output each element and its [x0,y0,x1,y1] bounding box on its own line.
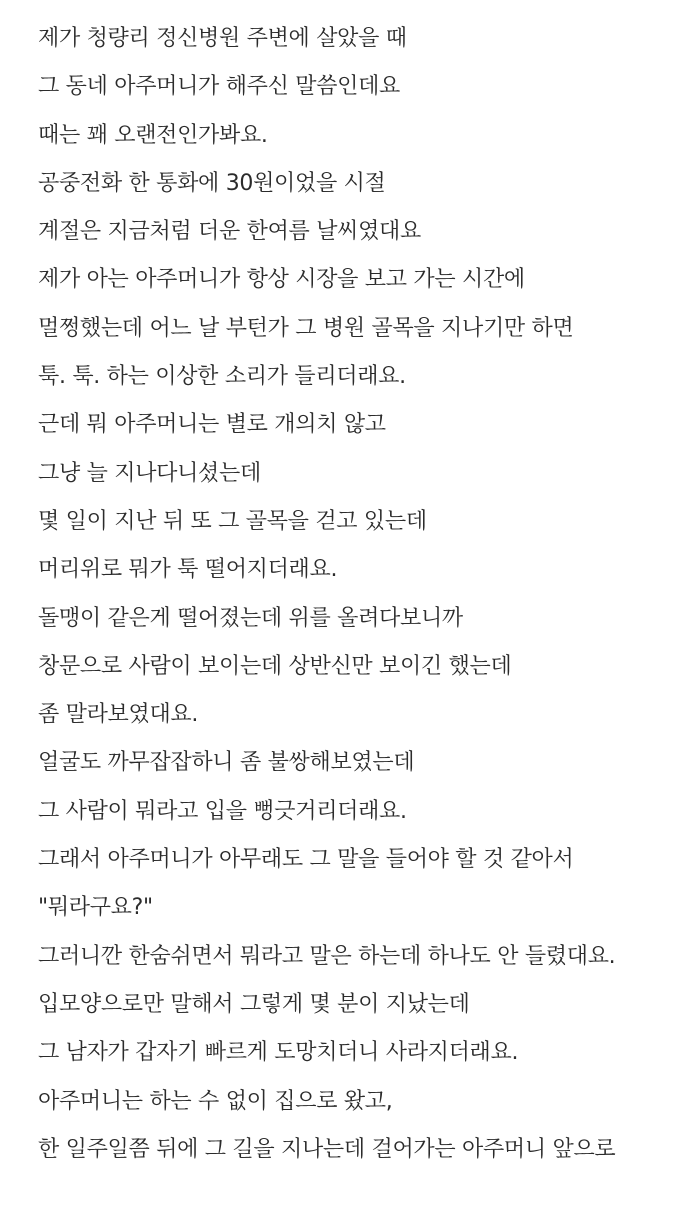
story-line: 머리위로 뭐가 툭 떨어지더래요. [38,557,338,583]
story-line: 제가 청량리 정신병원 주변에 살았을 때 [38,26,407,51]
story-line: 계절은 지금처럼 더운 한여름 날씨였대요 [38,219,421,245]
story-line: 때는 꽤 오랜전인가봐요. [38,122,268,148]
story-line: 창문으로 사람이 보이는데 상반신만 보이긴 했는데 [38,653,512,679]
story-line: 멀쩡했는데 어느 날 부턴가 그 병원 골목을 지나기만 하면 [38,315,574,341]
story-line: 몇 일이 지난 뒤 또 그 골목을 걷고 있는데 [38,508,427,534]
story-line: 입모양으로만 말해서 그렇게 몇 분이 지났는데 [38,991,470,1017]
story-line: 툭. 툭. 하는 이상한 소리가 들리더래요. [38,364,406,390]
story-line: 제가 아는 아주머니가 항상 시장을 보고 가는 시간에 [38,267,525,293]
story-line: 그냥 늘 지나다니셨는데 [38,460,261,486]
story-line: 아주머니는 하는 수 없이 집으로 왔고, [38,1088,393,1114]
story-line: 한 일주일쯤 뒤에 그 길을 지나는데 걸어가는 아주머니 앞으로 [38,1136,616,1162]
story-line: 그러니깐 한숨쉬면서 뭐라고 말은 하는데 하나도 안 들렸대요. [38,943,616,969]
story-line: 그 남자가 갑자기 빠르게 도망치더니 사라지더래요. [38,1040,519,1066]
story-line: 공중전화 한 통화에 30원이었을 시절 [38,170,386,196]
story-line: 그래서 아주머니가 아무래도 그 말을 들어야 할 것 같아서 [38,847,574,873]
story-line: 돌맹이 같은게 떨어졌는데 위를 올려다보니까 [38,605,463,631]
story-line: 근데 뭐 아주머니는 별로 개의치 않고 [38,412,386,438]
story-line: 그 동네 아주머니가 해주신 말씀인데요 [38,74,401,100]
story-line: "뭐라구요?" [38,895,153,921]
story-line: 그 사람이 뭐라고 입을 뻥긋거리더래요. [38,798,407,824]
story-line: 얼굴도 까무잡잡하니 좀 불쌍해보였는데 [38,750,415,776]
story-line: 좀 말라보였대요. [38,702,199,728]
